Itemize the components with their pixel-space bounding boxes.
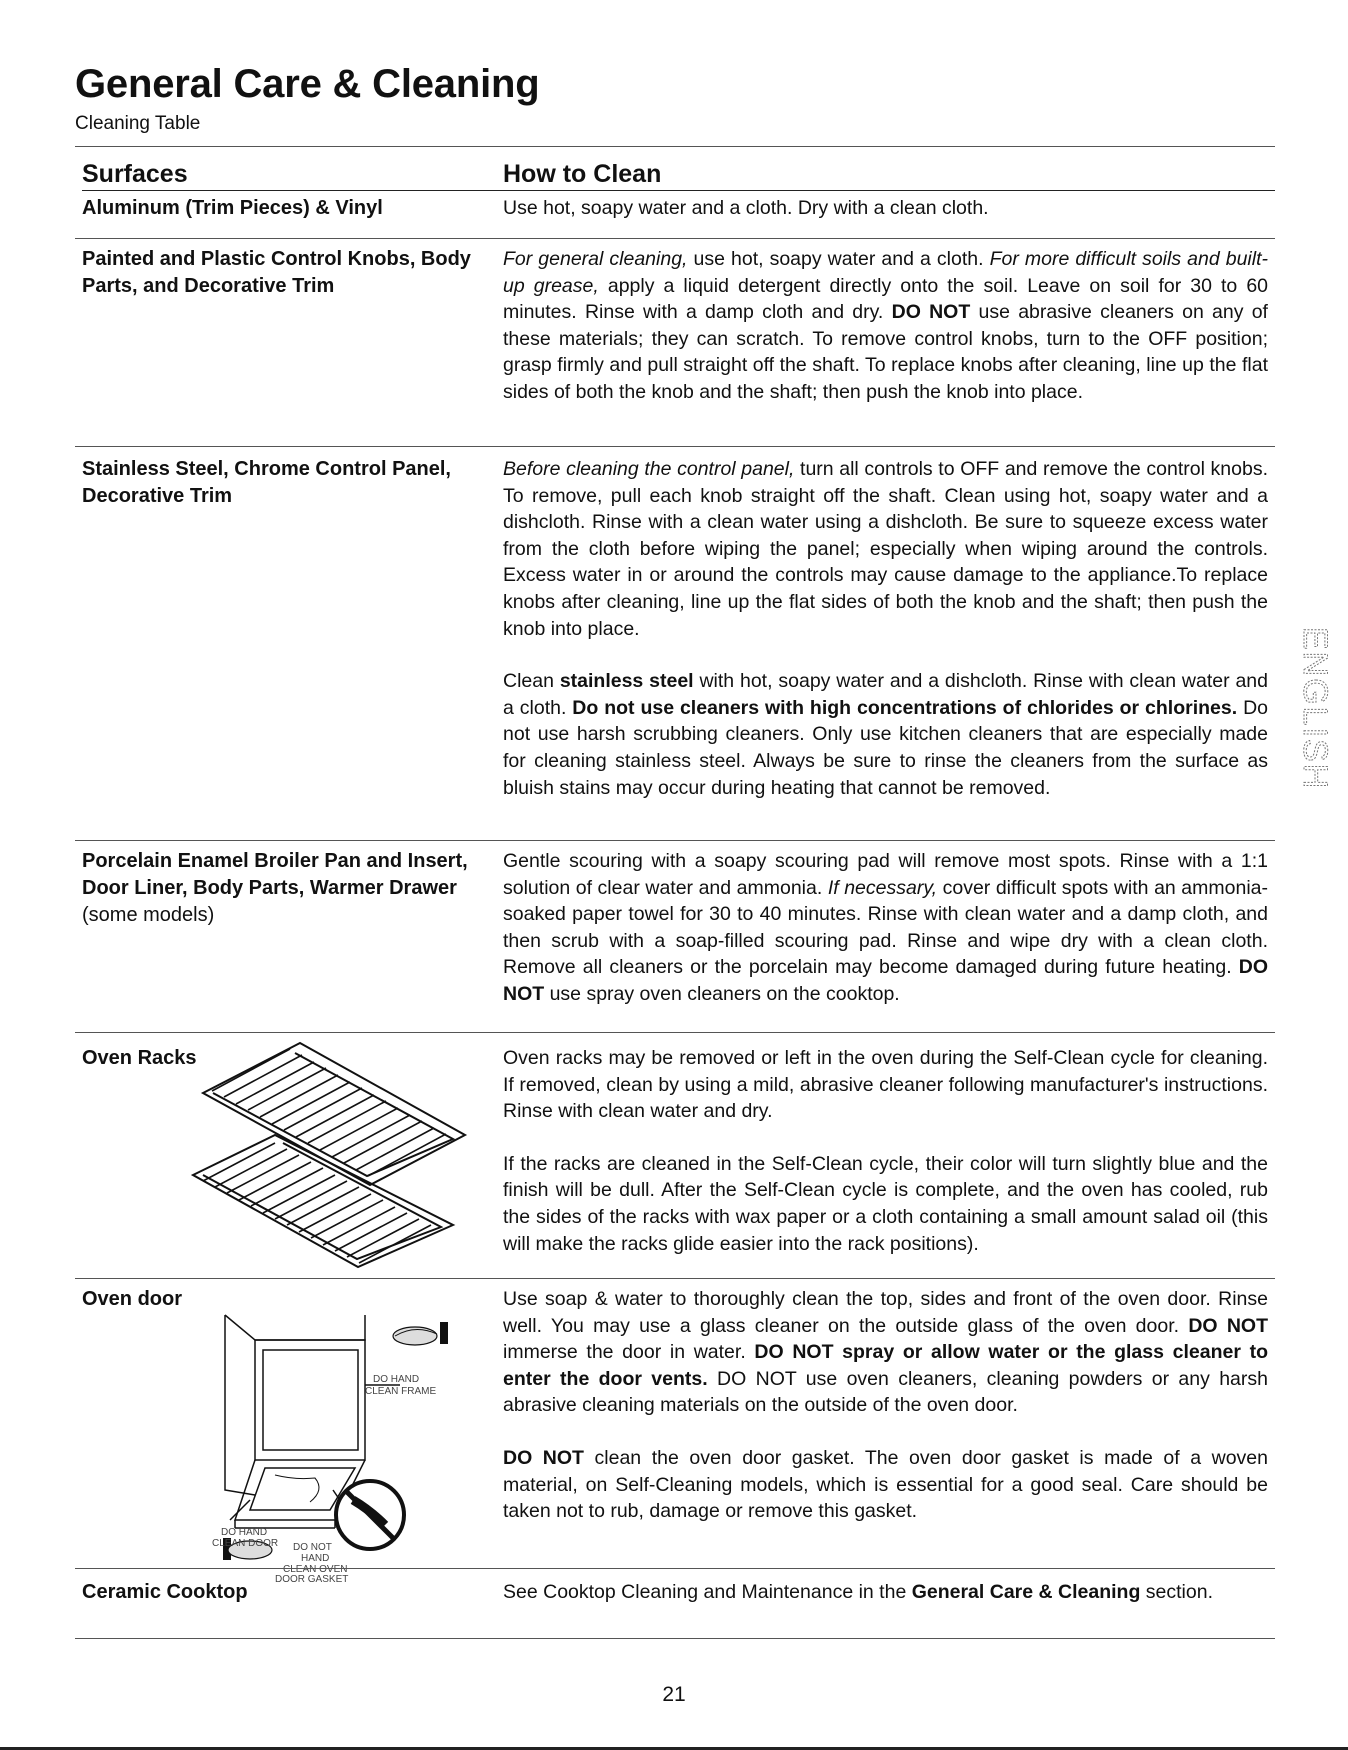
callout-gasket-line4: DOOR GASKET xyxy=(275,1574,349,1585)
callout-door-line1: DO HAND xyxy=(221,1527,268,1538)
page-subtitle: Cleaning Table xyxy=(75,113,201,134)
page-title: General Care & Cleaning xyxy=(75,62,540,106)
row-divider xyxy=(75,1032,1275,1033)
oven-racks-illustration xyxy=(195,1035,475,1270)
cleaning-text-painted-plastic: For general cleaning, use hot, soapy water and a cloth. For more difficult soils and built-up grease, apply a liquid detergent directly onto the soil. Leave on soil for 30 to 60 minutes. Rinse with a damp cloth and dry. DO NOT use abrasive cleaners on any of these materials; they can scratch. To remove control knobs, turn to the OFF position; grasp firmly and pull straight off the shaft. To replace knobs after cleaning, line up the flat sides of both the knob and the shaft; then push the knob into place. xyxy=(503,248,1269,403)
page-number: 21 xyxy=(662,1683,686,1706)
callout-door-line2: CLEAN DOOR xyxy=(212,1538,279,1549)
callout-gasket-line2: HAND xyxy=(301,1553,330,1564)
row-divider xyxy=(75,840,1275,841)
row-divider xyxy=(75,1638,1275,1639)
header-divider xyxy=(75,146,1275,147)
oven-door-illustration xyxy=(212,1310,490,1575)
surface-label-porcelain: Porcelain Enamel Broiler Pan and Insert, Door Liner, Body Parts, Warmer Drawer (some models) xyxy=(82,850,468,926)
callout-gasket-line1: DO NOT xyxy=(293,1542,332,1553)
surface-label-ceramic-cooktop: Ceramic Cooktop xyxy=(82,1581,248,1603)
cleaning-text-ceramic-cooktop: See Cooktop Cleaning and Maintenance in the General Care & Cleaning section. xyxy=(503,1581,1213,1603)
row-divider xyxy=(75,238,1275,239)
column-header-surfaces: Surfaces xyxy=(82,160,188,188)
cleaning-text-porcelain: Gentle scouring with a soapy scouring pad will remove most spots. Rinse with a 1:1 solution of clear water and ammonia. If necessary, cover difficult spots with an ammonia-soaked paper towel for 30 to 40 minutes. Rinse with clean water and a damp cloth, and then scrub with a soap-filled scouring pad. Rinse and wipe dry with a clean cloth. Remove all cleaners or the porcelain may become damaged during future heating. DO NOT use spray oven cleaners on the cooktop. xyxy=(503,850,1268,1005)
row-divider xyxy=(75,446,1275,447)
cleaning-text-stainless: Before cleaning the control panel, turn all controls to OFF and remove the control knobs. To remove, pull each knob straight off the shaft. Clean using hot, soapy water and a dishcloth. Rinse with a clean water using a dishcloth. Be sure to squeeze excess water from the cloth before wiping the panel; especially when wiping around the controls. Excess water in or around the controls may cause damage to the appliance.To replace knobs after cleaning, line up the flat sides of both the knob and the shaft; then push the knob into place. Clean stainless steel with hot, soapy water and a dishcloth. Rinse with clean water and a cloth. Do not use cleaners with high concentrations of chlorides or chlorines. Do not use harsh scrubbing cleaners. Only use kitchen cleaners that are especially made for cleaning stainless steel. Always be sure to rinse the cleaners from the surface as bluish stains may occur during heating that cannot be removed. xyxy=(503,458,1269,799)
surface-label-oven-racks: Oven Racks xyxy=(82,1047,197,1069)
surface-label-painted-plastic: Painted and Plastic Control Knobs, Body Parts, and Decorative Trim xyxy=(82,248,471,297)
callout-frame-line2: CLEAN FRAME xyxy=(365,1386,437,1397)
column-header-how-to-clean: How to Clean xyxy=(503,160,662,188)
surface-label-aluminum: Aluminum (Trim Pieces) & Vinyl xyxy=(82,197,383,219)
language-side-tab xyxy=(1282,625,1342,791)
row-divider xyxy=(75,1568,1275,1569)
cleaning-text-oven-racks: Oven racks may be removed or left in the oven during the Self-Clean cycle for cleaning. If removed, clean by using a mild, abrasive cleaner following manufacturer's instructions. Rinse with clean water and dry. If the racks are cleaned in the Self-Clean cycle, their color will turn slightly blue and the finish will be dull. After the Self-Clean cycle is complete, and the oven has cooled, rub the sides of the racks with wax paper or a cloth containing a small amount salad oil (this will make the racks glide easier into the rack positions). xyxy=(503,1047,1268,1255)
cleaning-text-oven-door: Use soap & water to thoroughly clean the top, sides and front of the oven door. Rinse well. You may use a glass cleaner on the outside glass of the oven door. DO NOT immerse the door in water. DO NOT spray or allow water or the glass cleaner to enter the door vents. DO NOT use oven cleaners, cleaning powders or any harsh abrasive cleaning materials on the outside of the oven door. DO NOT clean the oven door gasket. The oven door gasket is made of a woven material, on Self-Cleaning models, which is essential for a good seal. Care should be taken not to rub, damage or remove this gasket. xyxy=(503,1288,1268,1523)
cleaning-text-aluminum: Use hot, soapy water and a cloth. Dry with a clean cloth. xyxy=(503,197,989,219)
row-divider xyxy=(75,1278,1275,1279)
callout-frame-line1: DO HAND xyxy=(373,1374,420,1385)
column-header-underline xyxy=(82,190,1275,191)
surface-label-oven-door: Oven door xyxy=(82,1288,183,1310)
callout-gasket-line3: CLEAN OVEN xyxy=(283,1564,348,1575)
surface-label-stainless: Stainless Steel, Chrome Control Panel, Decorative Trim xyxy=(82,458,451,507)
language-side-tab-text: ENGLISH xyxy=(1296,627,1334,791)
